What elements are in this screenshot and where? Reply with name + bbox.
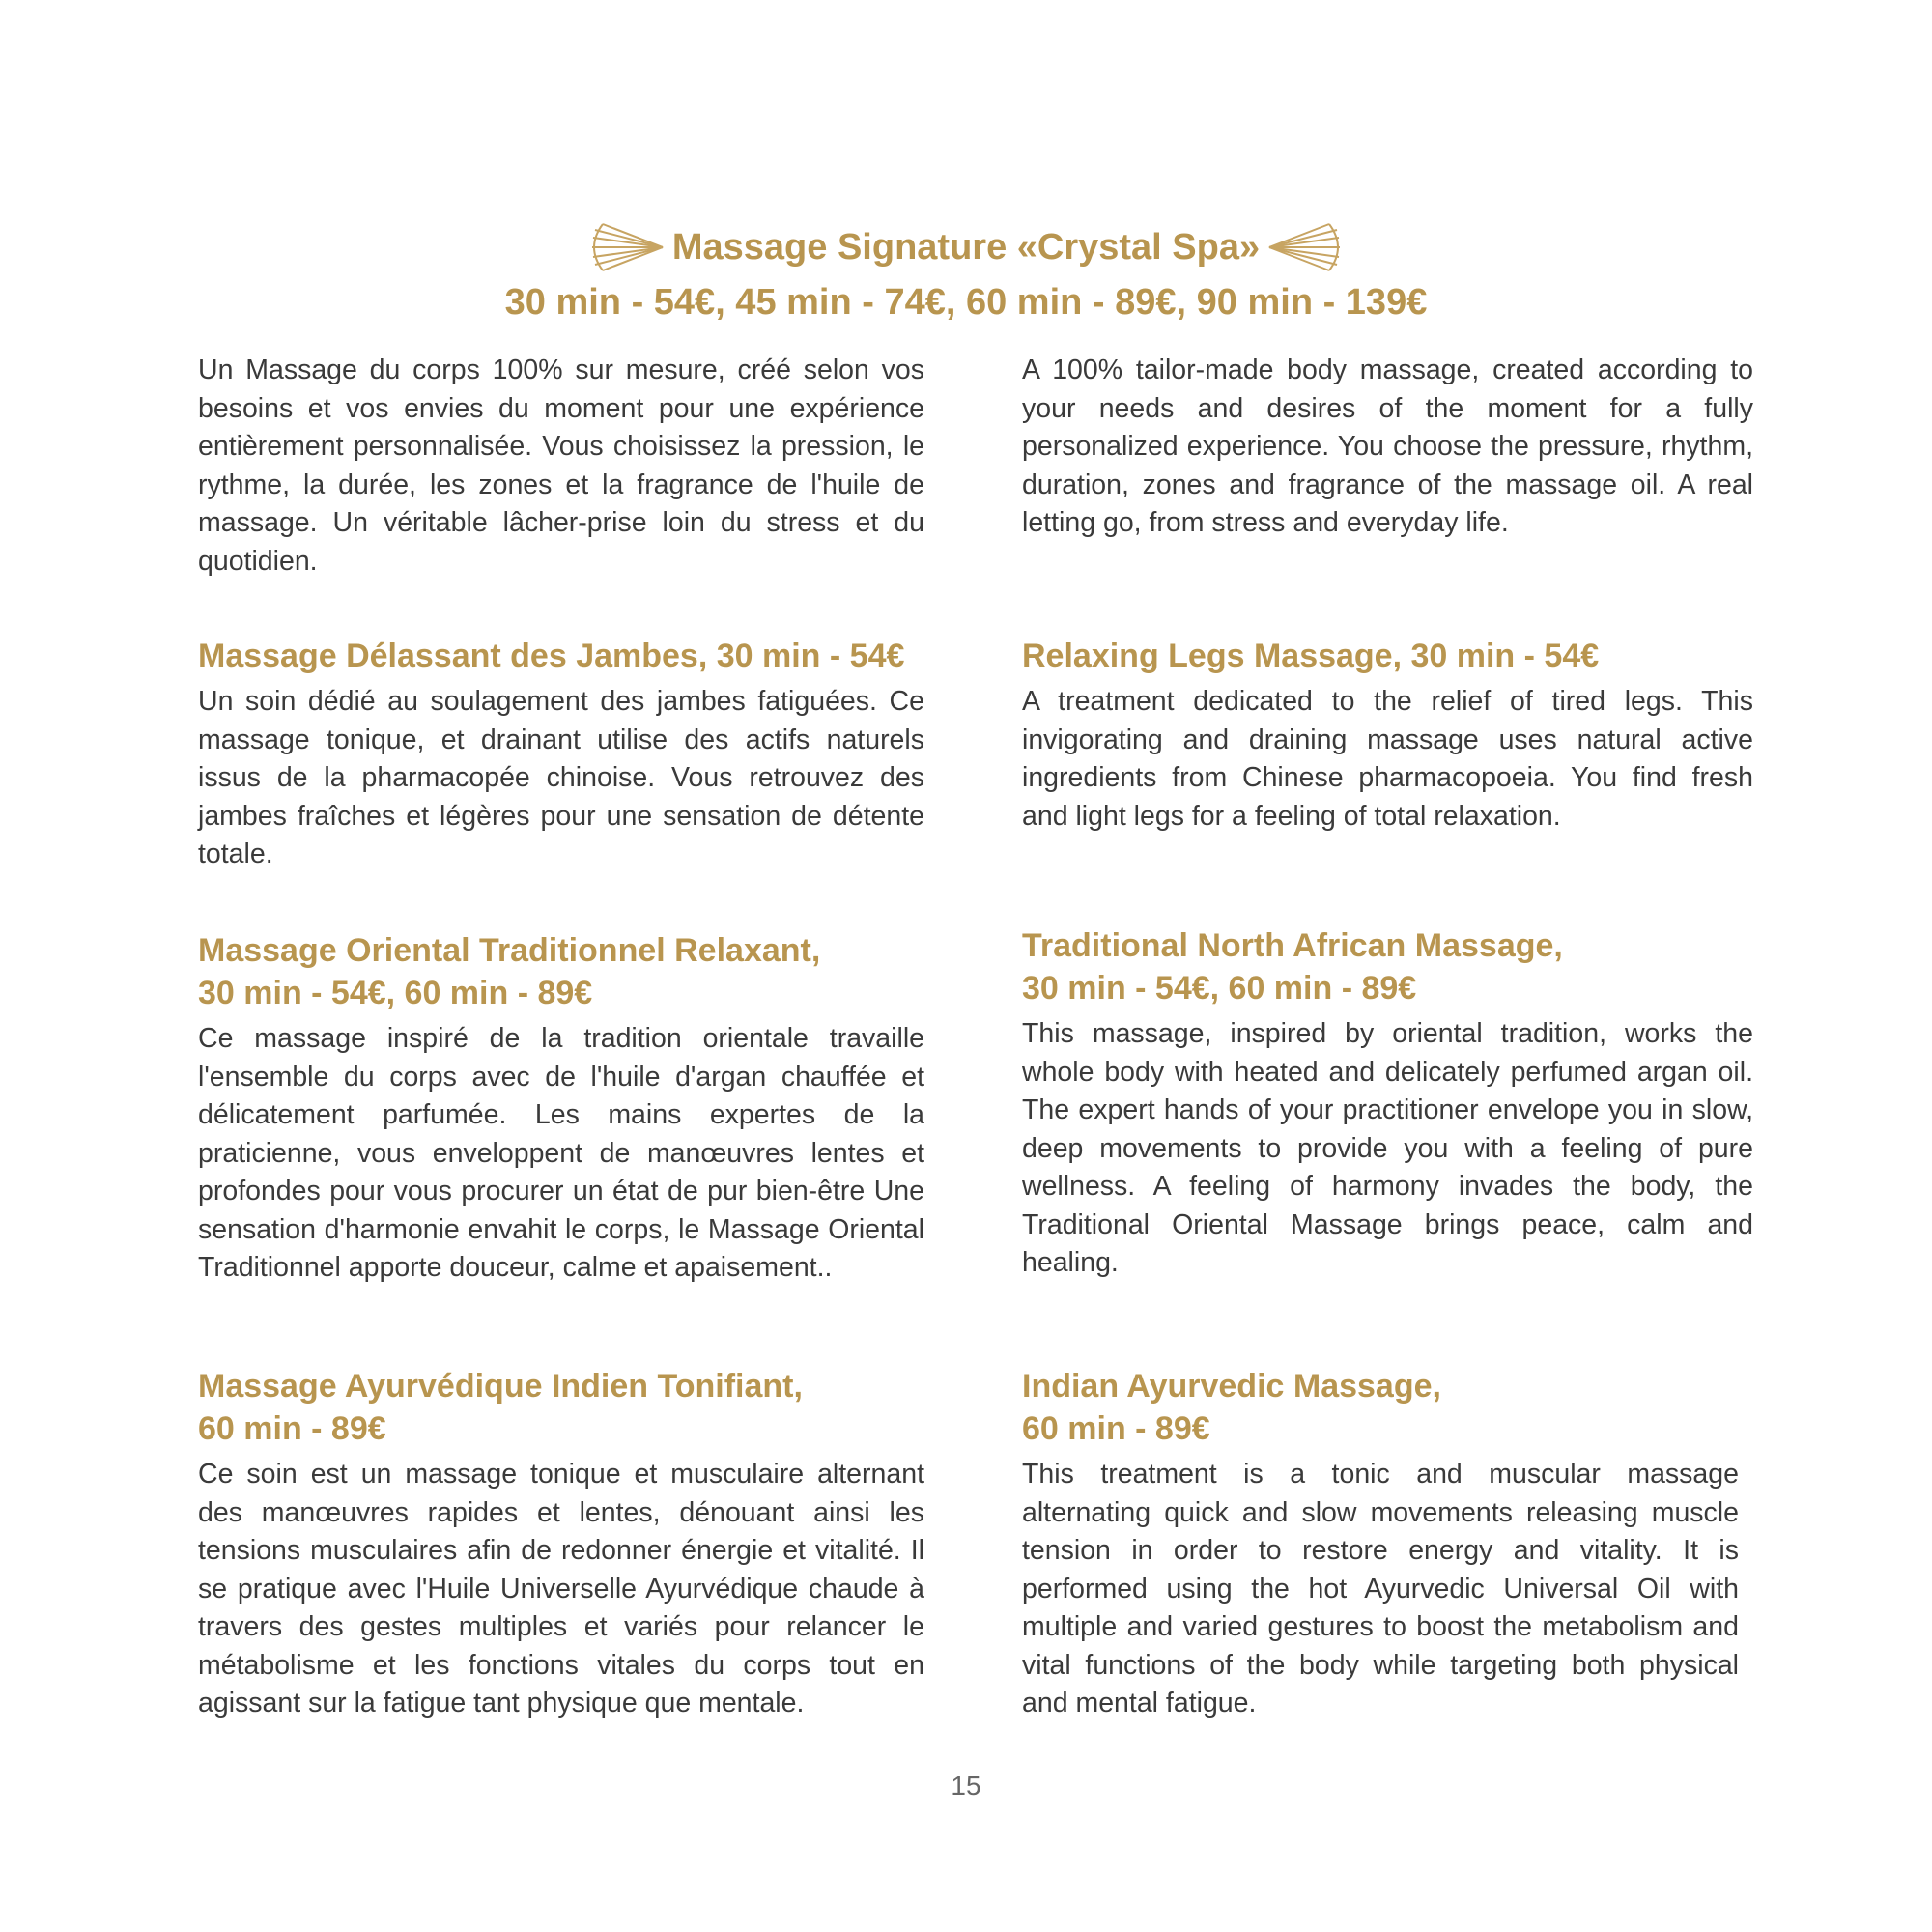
signature-prices: 30 min - 54€, 45 min - 74€, 60 min - 89€, 90 min - 139€ bbox=[504, 282, 1428, 323]
legs-massage-fr bbox=[198, 635, 924, 874]
section-heading-prices: 60 min - 89€ bbox=[198, 1410, 386, 1447]
shell-icon bbox=[589, 220, 667, 274]
section-heading: Massage Délassant des Jambes, 30 min - 54€ bbox=[198, 638, 905, 674]
description-text: This massage, inspired by oriental tradition, works the whole body with heated and delicately perfumed argan oil. The expert hands of your practitioner envelope you in slow, deep movements to provide you with a feeling of pure wellness. A feeling of harmony invades the body, the Traditional Oriental Massage brings peace, calm and healing. bbox=[1022, 1018, 1753, 1278]
signature-description-en bbox=[1022, 352, 1753, 543]
description-text: Un soin dédié au soulagement des jambes fatiguées. Ce massage tonique, et drainant utilise des actifs naturels issus de la pharmacopée chinoise. Vous retrouvez des jambes fraîches et légères pour une sensation de détente totale. bbox=[198, 686, 924, 869]
description-text: Un Massage du corps 100% sur mesure, créé selon vos besoins et vos envies du moment pour une expérience entièrement personnalisée. Vous choisissez la pression, le rythme, la durée, les zones et la fragrance de l'huile de massage. Un véritable lâcher-prise loin du stress et du quotidien. bbox=[198, 355, 924, 577]
description-text: A treatment dedicated to the relief of tired legs. This invigorating and draining massage uses natural active ingredients from Chinese pharmacopoeia. You find fresh and light legs for a feeling of total relaxation. bbox=[1022, 686, 1753, 832]
section-heading-prices: 30 min - 54€, 60 min - 89€ bbox=[198, 975, 593, 1011]
page-number: 15 bbox=[951, 1771, 981, 1801]
section-heading-prices: 30 min - 54€, 60 min - 89€ bbox=[1022, 970, 1417, 1007]
page-title: Massage Signature «Crystal Spa» bbox=[671, 226, 1261, 268]
description-text: This treatment is a tonic and muscular massage alternating quick and slow movements releasing muscle tension in order to restore energy and vitality. It is performed using the hot Ayurvedic Universal Oil with multiple and varied gestures to boost the metabolism and vital functions of the body while targeting both physical and mental fatigue. bbox=[1022, 1459, 1739, 1719]
oriental-massage-en bbox=[1022, 924, 1753, 1283]
section-heading: Massage Oriental Traditionnel Relaxant, bbox=[198, 932, 821, 969]
legs-massage-en bbox=[1022, 635, 1753, 836]
shell-icon bbox=[1265, 220, 1343, 274]
ayurvedic-massage-en bbox=[1022, 1365, 1739, 1723]
oriental-massage-fr bbox=[198, 929, 924, 1288]
ayurvedic-massage-fr bbox=[198, 1365, 924, 1723]
section-heading: Relaxing Legs Massage, 30 min - 54€ bbox=[1022, 638, 1600, 674]
section-heading: Traditional North African Massage, bbox=[1022, 927, 1563, 964]
section-heading-prices: 60 min - 89€ bbox=[1022, 1410, 1210, 1447]
description-text: Ce massage inspiré de la tradition orientale travaille l'ensemble du corps avec de l'huile d'argan chauffée et délicatement parfumée. Les mains expertes de la praticienne, vous enveloppent de manœuvres lentes et profondes pour vous procurer un état de pur bien-être Une sensation d'harmonie envahit le corps, le Massage Oriental Traditionnel apporte douceur, calme et apaisement.. bbox=[198, 1023, 924, 1283]
section-heading: Indian Ayurvedic Massage, bbox=[1022, 1368, 1441, 1405]
description-text: A 100% tailor-made body massage, created according to your needs and desires of the moment for a fully personalized experience. You choose the pressure, rhythm, duration, zones and fragrance of the massage oil. A real letting go, from stress and everyday life. bbox=[1022, 355, 1753, 538]
description-text: Ce soin est un massage tonique et musculaire alternant des manœuvres rapides et lentes, dénouant ainsi les tensions musculaires afin de redonner énergie et vitalité. Il se pratique avec l'Huile Universelle Ayurvédique chaude à travers des gestes multiples et variés pour relancer le métabolisme et les fonctions vitales du corps tout en agissant sur la fatigue tant physique que mentale. bbox=[198, 1459, 924, 1719]
page-header-title-row bbox=[0, 220, 1932, 274]
section-heading: Massage Ayurvédique Indien Tonifiant, bbox=[198, 1368, 803, 1405]
signature-description-fr bbox=[198, 352, 924, 581]
